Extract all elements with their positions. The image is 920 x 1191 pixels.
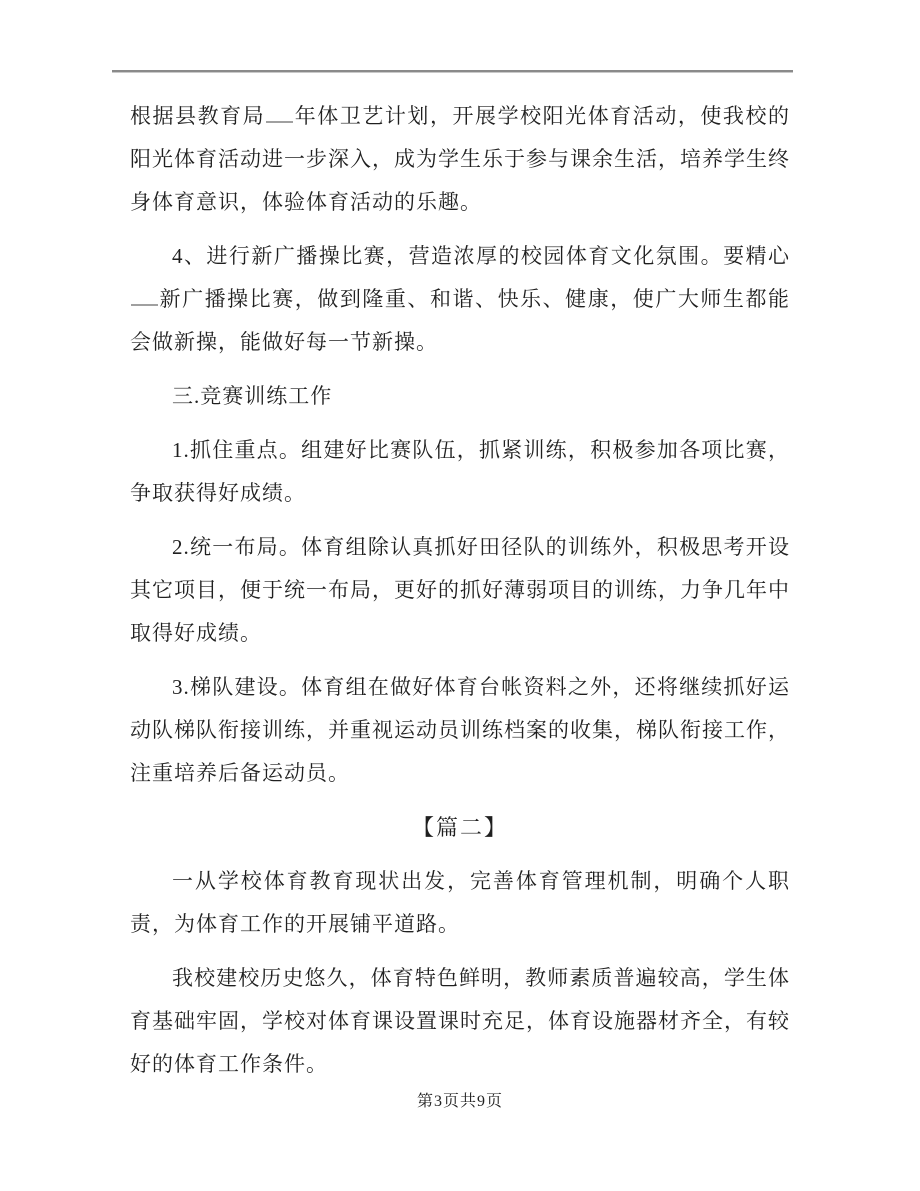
- paragraph: 根据县教育局 年体卫艺计划，开展学校阳光体育活动，使我校的阳光体育活动进一步深入，成为学生乐于参与课余生活，培养学生终身体育意识，体验体育活动的乐趣。: [130, 104, 791, 214]
- document-body: [130, 95, 790, 1097]
- page-number: 第3页共9页: [416, 1093, 503, 1110]
- chapter-title: 【篇二】: [411, 815, 508, 840]
- paragraph: 2.统一布局。体育组除认真抓好田径队的训练外，积极思考开设其它项目，便于统一布局，更好的抓好薄弱项目的训练，力争几年中取得好成绩。: [130, 535, 790, 645]
- paragraph: 3.梯队建设。体育组在做好体育台帐资料之外，还将继续抓好运动队梯队衔接训练，并重视运动员训练档案的收集，梯队衔接工作，注重培养后备运动员。: [130, 675, 790, 785]
- paragraph: 1.抓住重点。组建好比赛队伍，抓紧训练，积极参加各项比赛，争取获得好成绩。: [130, 438, 790, 505]
- fill-in-blank: [131, 300, 158, 306]
- fill-in-blank: [266, 117, 293, 123]
- paragraph: 4、进行新广播操比赛，营造浓厚的校园体育文化氛围。要精心新广播操比赛，做到隆重、和谐、快乐、健康，使广大师生都能会做新操，能做好每一节新操。: [130, 244, 790, 354]
- paragraph: 一从学校体育教育现状出发，完善体育管理机制，明确个人职责，为体育工作的开展铺平道路。: [130, 869, 790, 936]
- section-heading: 三.竞赛训练工作: [172, 384, 333, 408]
- paragraph: 我校建校历史悠久，体育特色鲜明，教师素质普遍较高，学生体育基础牢固，学校对体育课设置课时充足，体育设施器材齐全，有较好的体育工作条件。: [130, 966, 790, 1076]
- header-rule: [112, 70, 793, 73]
